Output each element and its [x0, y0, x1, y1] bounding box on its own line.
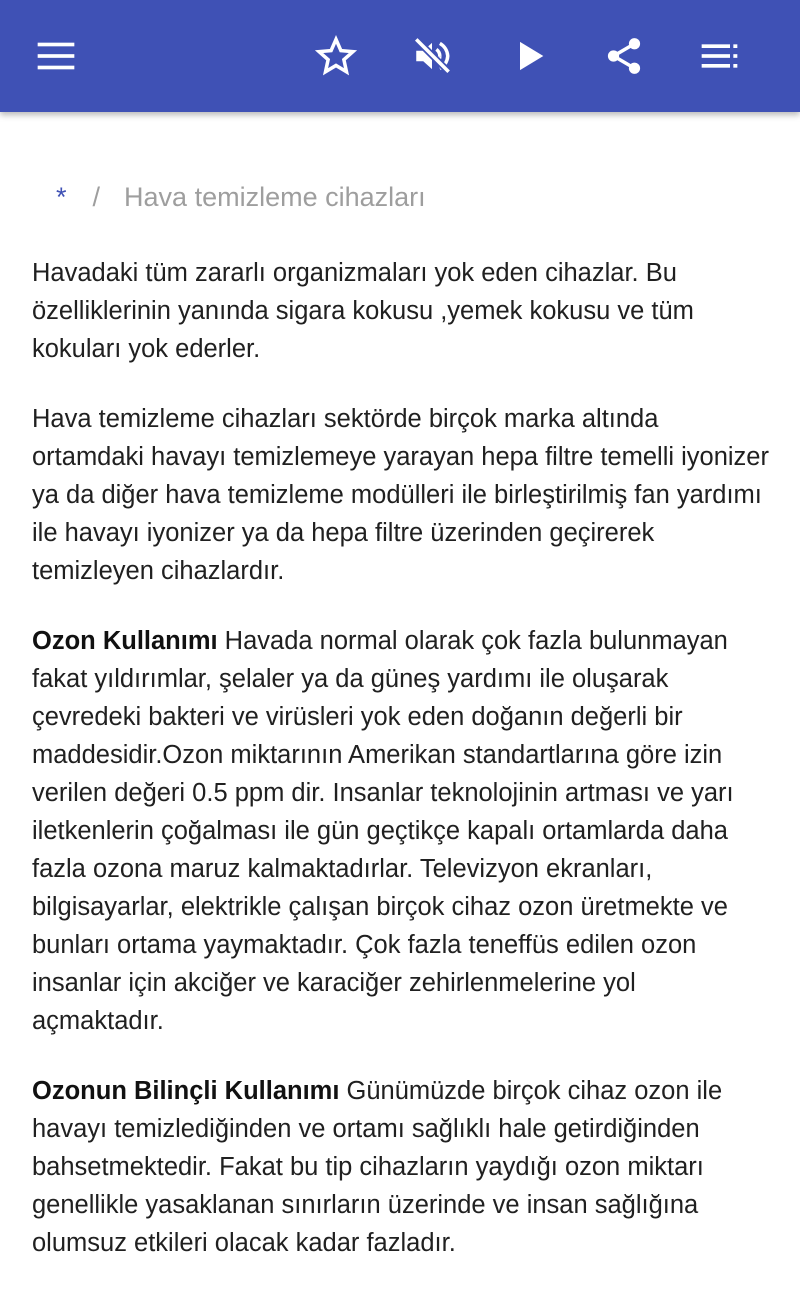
sound-toggle-button[interactable] [400, 24, 464, 88]
breadcrumb-separator: / [92, 182, 101, 212]
section-title: Ozon Kullanımı [32, 627, 218, 655]
share-button[interactable] [592, 24, 656, 88]
volume-off-icon [411, 35, 453, 77]
article-paragraph: Havadaki tüm zararlı organizmaları yok eden cihazlar. Bu özelliklerinin yanında sigara kokusu ,yemek kokusu ve tüm kokuları yok ederler. [32, 259, 694, 363]
hamburger-menu-icon [36, 36, 76, 76]
article-section-conscious-use [32, 1072, 772, 1262]
share-icon [603, 35, 645, 77]
section-text: Günümüzde birçok cihaz ozon ile havayı temizlediğinden ve ortamı sağlıklı hale getirdiğinden bahsetmektedir. Fakat bu tip cihazların yaydığı ozon miktarı genellikle yasaklanan sınırların üzerinde ve insan sağlığına olumsuz etkileri olacak kadar fazladır. [32, 1077, 723, 1257]
play-button[interactable] [498, 24, 562, 88]
article-paragraph: Hava temizleme cihazları sektörde birçok marka altında ortamdaki havayı temizlemeye yarayan hepa filtre temelli iyonizer ya da diğer hava temizleme modülleri ile birleştirilmiş fan yardımı ile havayı iyonizer ya da hepa filtre üzerinden geçirerek temizleyen cihazlardır. [32, 405, 769, 585]
app-toolbar [0, 0, 800, 112]
article-section-ozone [32, 622, 772, 1040]
breadcrumb [56, 182, 426, 213]
list-icon [700, 36, 740, 76]
menu-button[interactable] [24, 24, 88, 88]
section-title: Ozonun Bilinçli Kullanımı [32, 1077, 340, 1105]
breadcrumb-current: Hava temizleme cihazları [124, 182, 426, 212]
breadcrumb-home-link[interactable]: * [56, 182, 67, 212]
section-text: Havada normal olarak çok fazla bulunmayan fakat yıldırımlar, şelaler ya da güneş yardımı ile oluşarak çevredeki bakteri ve virüsleri yok eden doğanın değerli bir maddesidir.Ozon miktarının Amerikan standartlarına göre izin verilen değeri 0.5 ppm dir. Insanlar teknolojinin artması ve yarı iletkenlerin çoğalması ile gün geçtikçe kapalı ortamlarda daha fazla ozona maruz kalmaktadırlar. Televizyon ekranları, bilgisayarlar, elektrikle çalışan birçok cihaz ozon üretmekte ve bunları ortama yaymaktadır. Çok fazla teneffüs edilen ozon insanlar için akciğer ve karaciğer zehirlenmelerine yol açmaktadır. [32, 627, 734, 1035]
article-body [32, 254, 772, 1294]
play-icon [510, 36, 550, 76]
star-outline-icon [315, 35, 357, 77]
table-of-contents-button[interactable] [688, 24, 752, 88]
bookmark-button[interactable] [304, 24, 368, 88]
